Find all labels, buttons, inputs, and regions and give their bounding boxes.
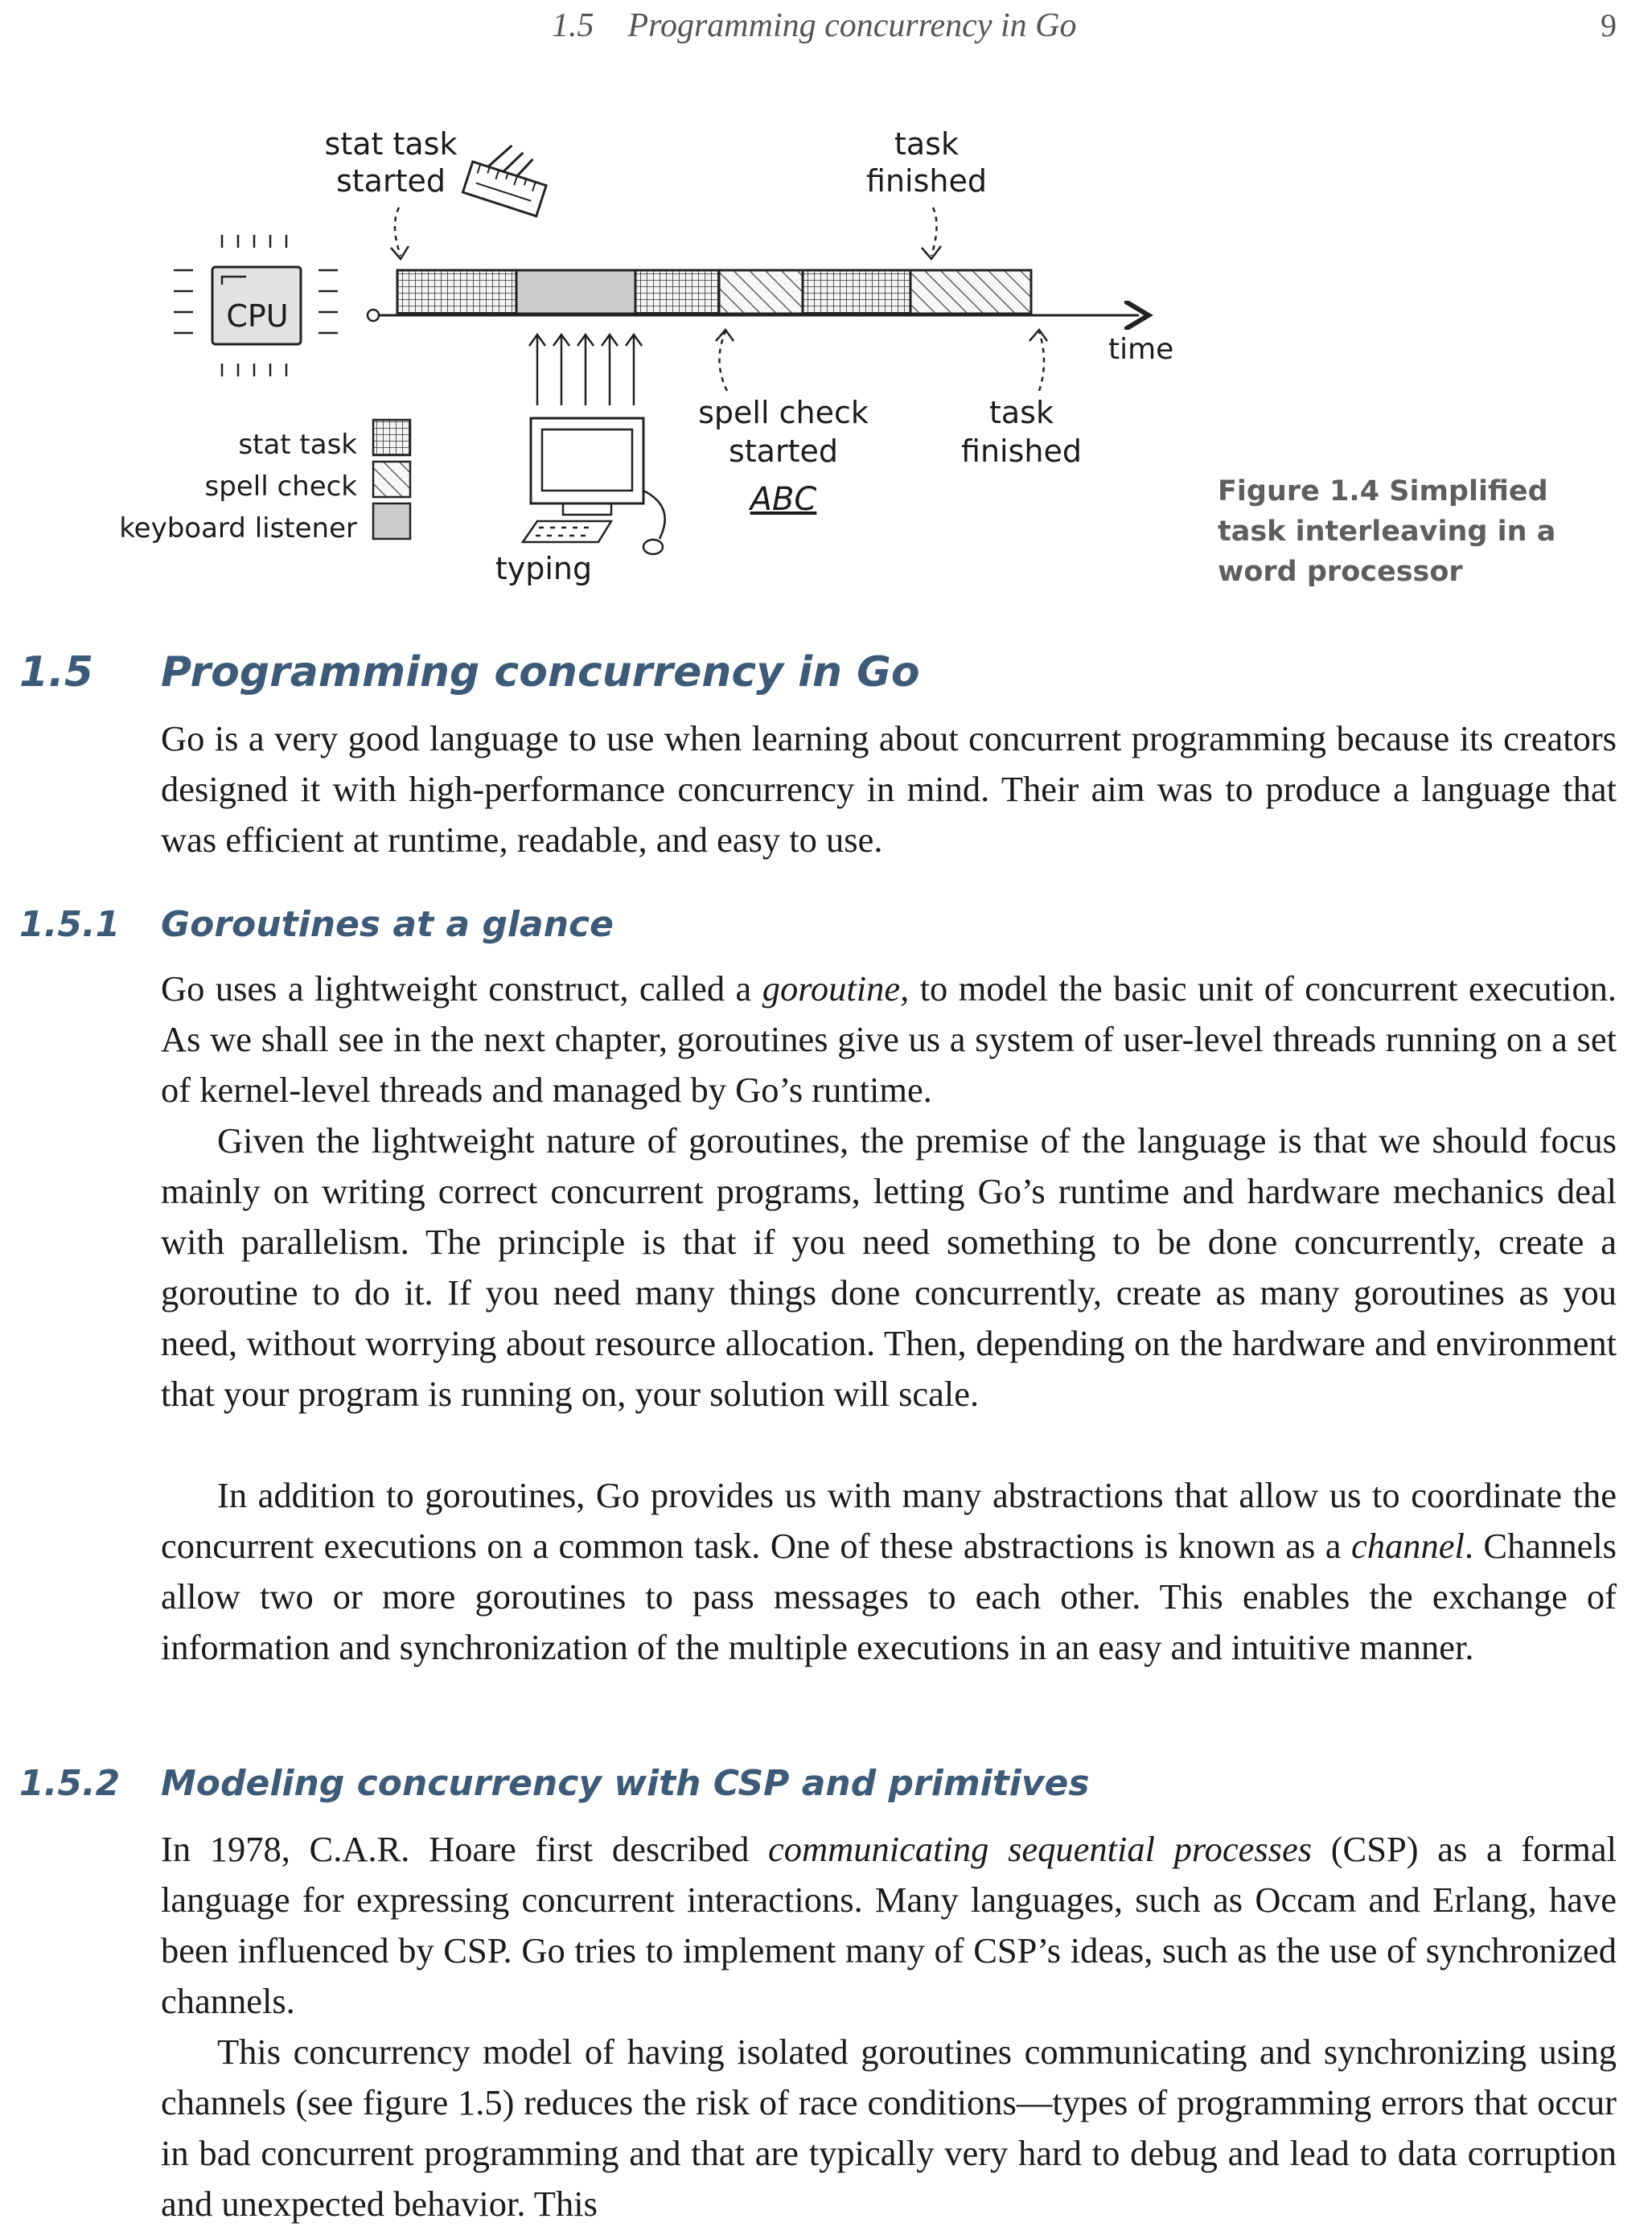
subsection-title: Goroutines at a glance	[161, 904, 614, 945]
label-abc: ABC	[750, 481, 817, 518]
running-head	[0, 6, 1652, 55]
label-time: time	[1108, 333, 1174, 366]
label-task-finished-bottom-2: finished	[961, 433, 1082, 469]
segment-stat-task	[635, 270, 719, 314]
label-task-finished-bottom-1: task	[989, 395, 1054, 430]
keystroke-arrows	[529, 335, 642, 405]
timeline-start	[368, 310, 379, 321]
legend-label-keyboard-listener: keyboard listener	[119, 512, 357, 544]
legend-swatch-stat-task	[373, 420, 410, 455]
term-channel: channel	[1350, 1526, 1465, 1566]
ruler-pencil-icon	[462, 136, 554, 216]
paragraph: Given the lightweight nature of goroutines, the premise of the language is that we should focus mainly on writing correct concurrent programs, letting Go’s runtime and hardware mechanics deal with parallelism. The principle is that if you need something to be done concurrently, create a goroutine to do it. If you need many things done concurrently, create as many goroutines as you need, without worrying about resource allocation. Then, depending on the hardware and environment that your program is running on, your solution will scale.	[161, 1120, 1617, 1414]
segment-stat-task	[397, 270, 516, 314]
section-title: Programming concurrency in Go	[161, 648, 920, 696]
paragraph: This concurrency model of having isolated goroutines communicating and synchronizing using channels (see figure 1.5) reduces the risk of race conditions—types of programming errors that occur in bad concurrent programming and that are typically very hard to debug and lead to data corruption and unexpected behavior. This	[161, 2032, 1617, 2224]
term-goroutine: goroutine,	[762, 968, 910, 1009]
computer-icon	[523, 418, 665, 554]
label-spell-check-started-2: started	[728, 433, 839, 469]
text-run: . Channels allow two or more goroutines to pass messages to each other. This enables the exchange of information and synchronization of the multiple executions in an easy and intuitive manner.	[161, 1526, 1617, 1667]
paragraph: Go is a very good language to use when learning about concurrent programming because its creators designed it with high-performance concurrency in mind. Their aim was to produce a language that was efficient at runtime, readable, and easy to use.	[161, 718, 1617, 860]
label-task-finished-top-2: finished	[866, 163, 987, 199]
term-csp: communicating sequential processes	[768, 1829, 1313, 1869]
label-spell-check-started-1: spell check	[698, 395, 869, 430]
label-task-finished-top-1: task	[894, 126, 959, 162]
text-run: to model the basic unit of concurrent execution. As we shall see in the next chapter, goroutines give us a system of user-level threads running on a set of kernel-level threads and managed by Go’s runtime.	[161, 968, 1617, 1110]
paragraph	[161, 1470, 1617, 1673]
label-typing: typing	[495, 551, 593, 586]
text-run: (CSP) as a formal language for expressing concurrent interactions. Many languages, such as Occam and Erlang, have been influenced by CSP. Go tries to implement many of CSP’s ideas, such as the use of synchronized channels.	[161, 1829, 1617, 2021]
paragraph	[161, 1824, 1617, 2027]
arrow-task-finished-top	[931, 207, 937, 256]
subsection-number: 1.5.2	[19, 1763, 121, 1804]
paragraph	[161, 963, 1617, 1116]
legend-swatch-spell-check	[373, 462, 410, 497]
timeline-bars	[397, 270, 1031, 314]
subsection-number: 1.5.1	[19, 904, 121, 945]
figure-legend	[119, 420, 410, 544]
arrow-stat-task-started	[395, 207, 401, 256]
legend-label-stat-task: stat task	[238, 429, 357, 461]
label-stat-task-started-2: started	[335, 163, 446, 199]
segment-spell-check	[910, 270, 1031, 314]
text-run: Go uses a lightweight construct, called a	[161, 968, 762, 1009]
legend-swatch-keyboard-listener	[373, 503, 410, 539]
segment-spell-check	[719, 270, 803, 314]
arrow-spell-check-started	[719, 331, 727, 391]
label-stat-task-started-1: stat task	[324, 126, 458, 162]
running-title: 1.5 Programming concurrency in Go	[552, 7, 1077, 44]
subsection-title: Modeling concurrency with CSP and primitives	[161, 1763, 1090, 1804]
text-run: In 1978, C.A.R. Hoare first described	[161, 1829, 769, 1869]
arrow-task-finished-bottom	[1039, 331, 1044, 391]
figure-caption: Figure 1.4 Simplified task interleaving in a word processor	[1218, 475, 1556, 588]
figure-illustration	[119, 113, 1190, 595]
label-cpu: CPU	[226, 298, 289, 334]
legend-label-spell-check: spell check	[204, 470, 357, 503]
page-number: 9	[1601, 7, 1617, 43]
section-number: 1.5	[19, 648, 94, 696]
segment-stat-task	[803, 270, 910, 314]
segment-keyboard-listener	[516, 270, 635, 314]
text-run: In addition to goroutines, Go provides us with many abstractions that allow us to coordinate the concurrent executions on a common task. One of these abstractions is known as a	[161, 1475, 1617, 1566]
cpu-icon	[174, 235, 338, 376]
